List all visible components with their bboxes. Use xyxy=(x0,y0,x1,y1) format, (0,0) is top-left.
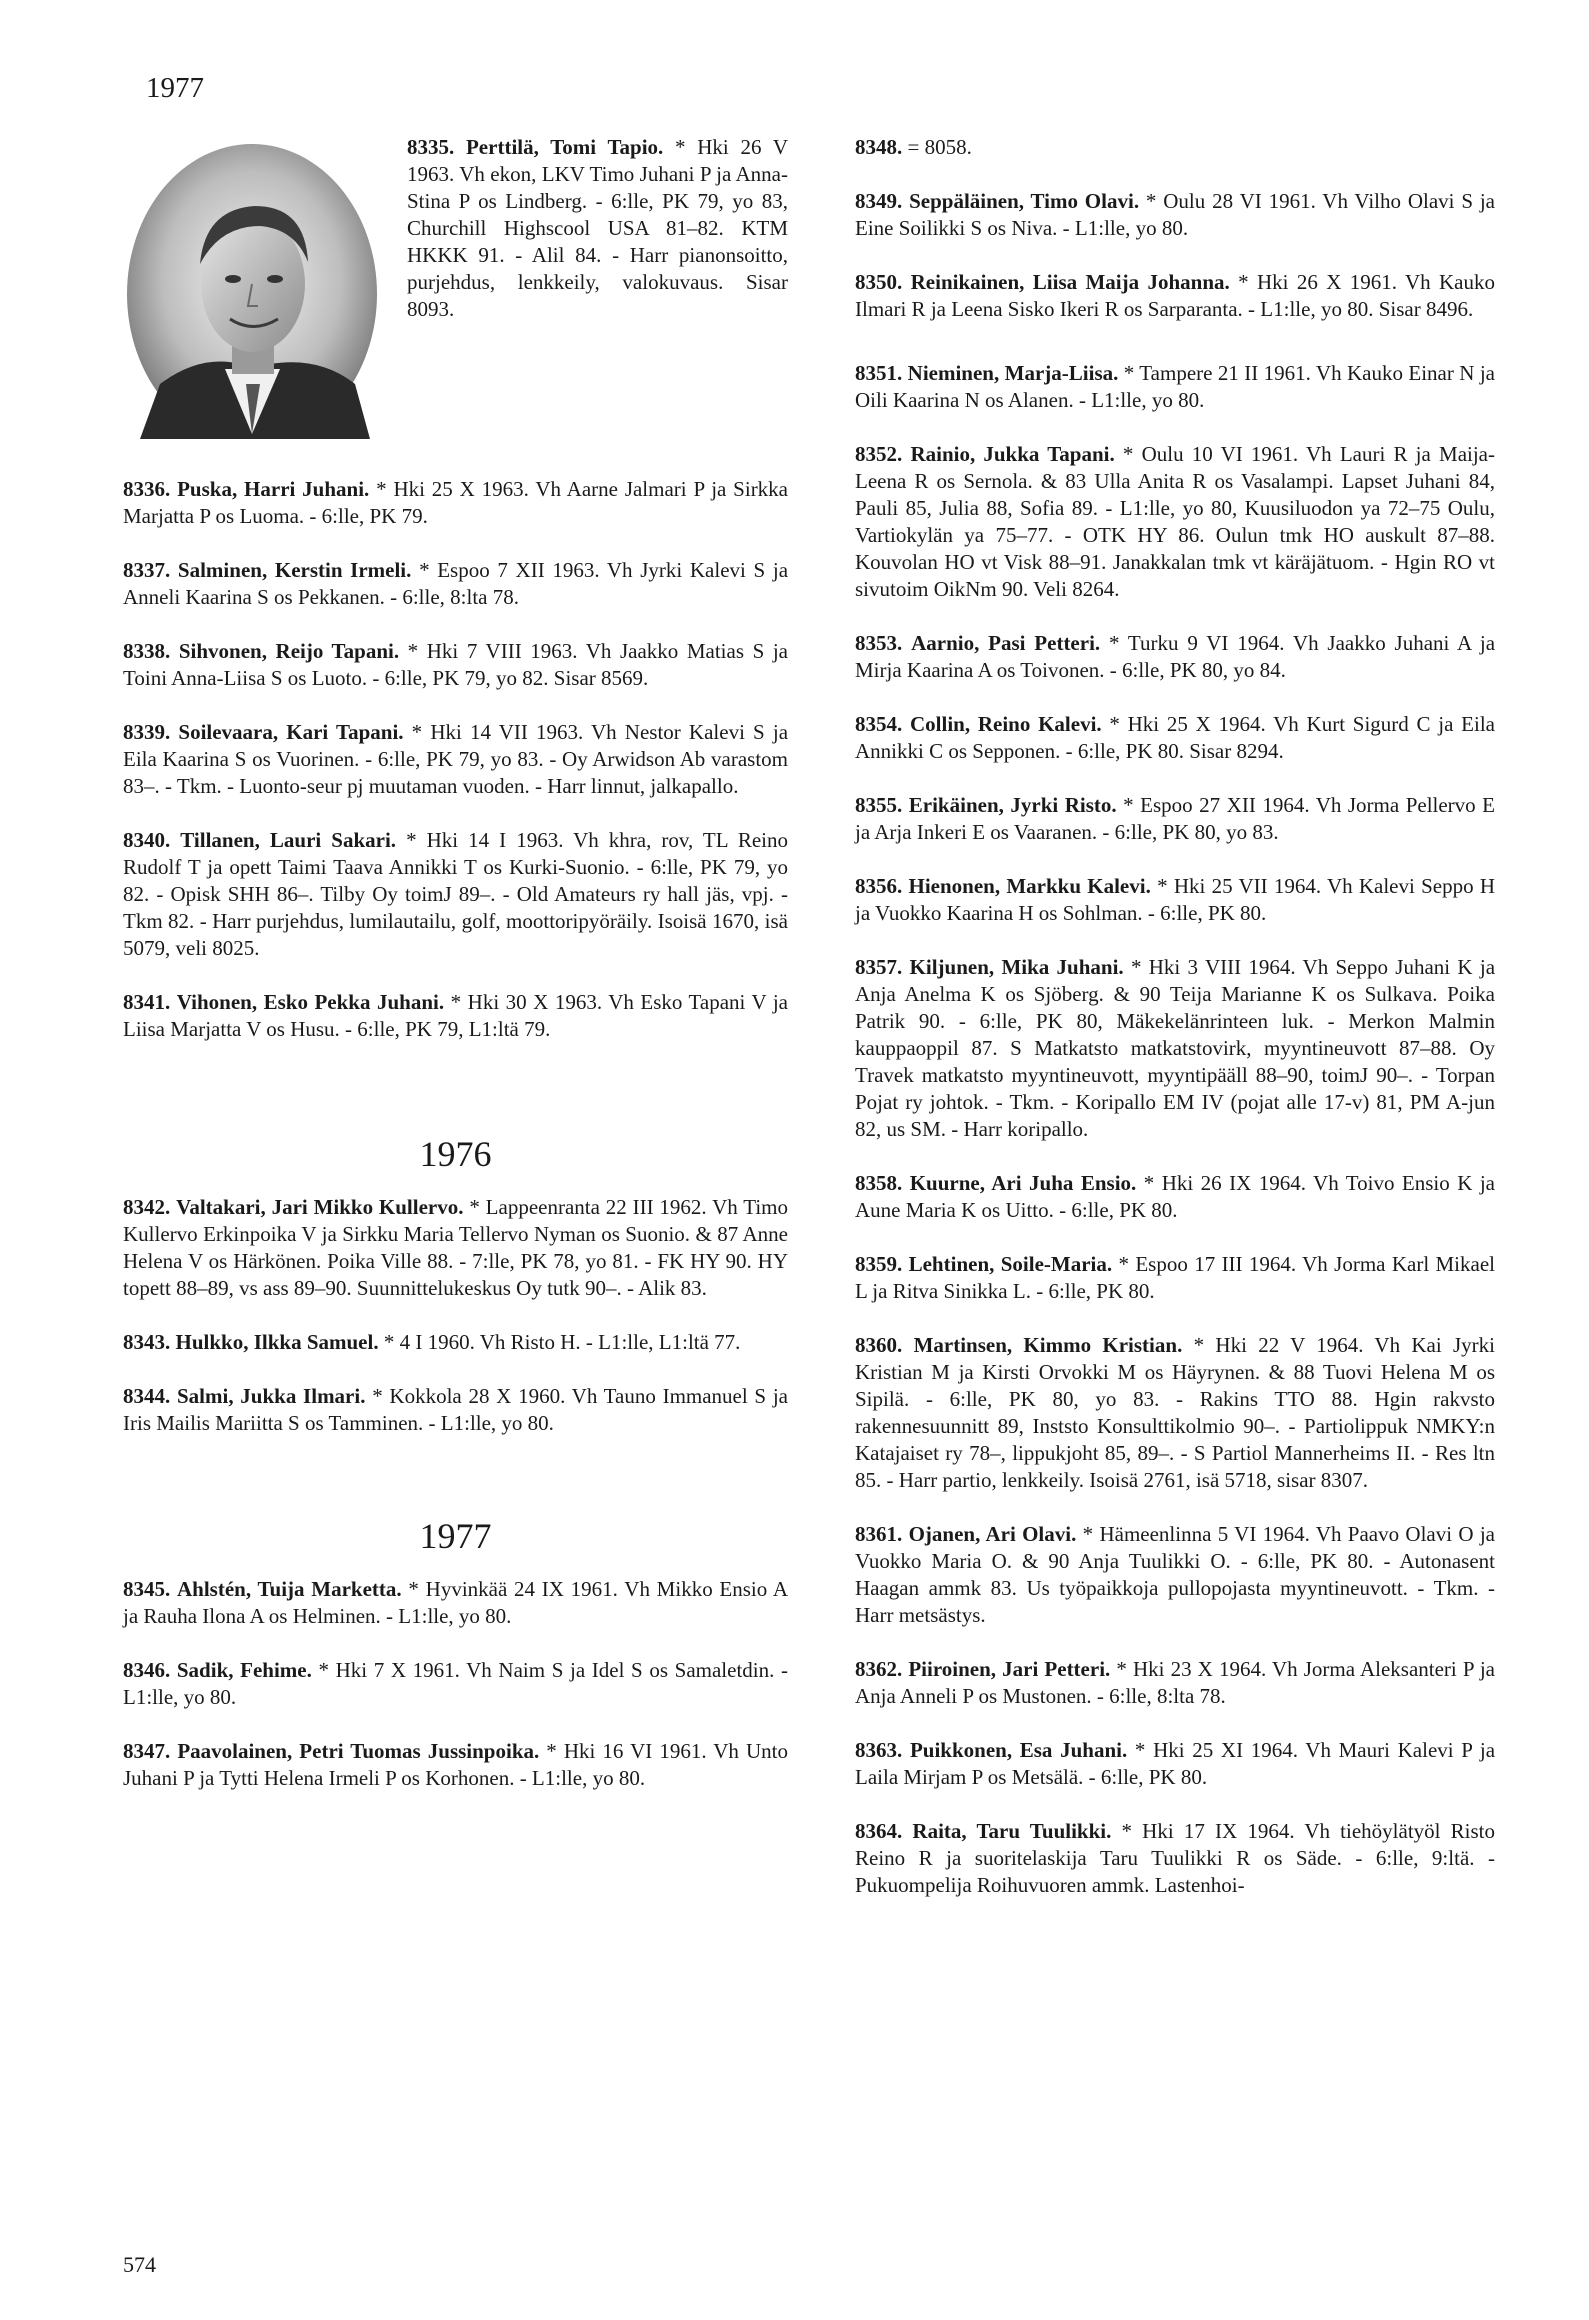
entry-text: * Hki 14 VII 1963. Vh Nestor Kalevi S ja Eila Kaarina S os Vuorinen. - 6:lle, PK 79, yo 83. - Oy Arwidson Ab varastom 83–. - Tkm. - Luonto-seur pj muutaman vuoden. - Harr linnut, jalkapallo. xyxy=(123,720,789,798)
entry-text: * Tampere 21 II 1961. Vh Kauko Einar N ja Oili Kaarina N os Alanen. - L1:lle, yo 80. xyxy=(855,361,1496,412)
entry-8359 xyxy=(855,1251,1495,1305)
entry-number: 8335. xyxy=(407,135,455,159)
entry-8338 xyxy=(123,638,788,692)
page-number: 574 xyxy=(123,2252,156,2277)
entry-8354 xyxy=(855,711,1495,765)
entry-8337 xyxy=(123,557,788,611)
entry-name: Aarnio, Pasi Petteri. xyxy=(911,631,1101,655)
entry-number: 8344. xyxy=(123,1384,171,1408)
entry-8353 xyxy=(855,630,1495,684)
entry-8336 xyxy=(123,476,788,530)
entry-name: Paavolainen, Petri Tuomas Jussinpoika. xyxy=(177,1739,540,1763)
entry-name: Hulkko, Ilkka Samuel. xyxy=(175,1330,379,1354)
entry-number: 8337. xyxy=(123,558,171,582)
entry-number: 8360. xyxy=(855,1333,903,1357)
entry-number: 8354. xyxy=(855,712,903,736)
entry-number: 8343. xyxy=(123,1330,171,1354)
entry-name: Rainio, Jukka Tapani. xyxy=(910,442,1115,466)
entry-number: 8349. xyxy=(855,189,903,213)
entry-number: 8357. xyxy=(855,955,903,979)
portrait-photo xyxy=(120,134,385,439)
entry-name: Kiljunen, Mika Juhani. xyxy=(909,955,1124,979)
entry-name: Perttilä, Tomi Tapio. xyxy=(465,135,664,159)
entry-8360 xyxy=(855,1332,1495,1494)
entry-text: * Hki 25 VII 1964. Vh Kalevi Seppo H ja Vuokko Kaarina H os Sohlman. - 6:lle, PK 80. xyxy=(855,874,1495,925)
entry-name: Puska, Harri Juhani. xyxy=(177,477,370,501)
entry-8364 xyxy=(855,1818,1495,1899)
entry-8363 xyxy=(855,1737,1495,1791)
entry-number: 8339. xyxy=(123,720,171,744)
entry-number: 8347. xyxy=(123,1739,171,1763)
entry-text: * Hki 25 X 1964. Vh Kurt Sigurd C ja Eila Annikki C os Sepponen. - 6:lle, PK 80. Sisar 8294. xyxy=(855,712,1495,763)
entry-text: * Hki 22 V 1964. Vh Kai Jyrki Kristian M ja Kirsti Orvokki M os Häyrynen. & 88 Tuovi Helena M os Sipilä. - 6:lle, PK 80, yo 83. - Rakins TTO 88. Hgin rakvsto rakennesuunnitt 89, Inststo Konsulttikolmio 90–. - Partiolippuk NMKY:n Katajaiset ry 78–, lippukjoht 85, 89–. - S Partiol Mannerheims II. - Res ltn 85. - Harr partio, lenkkeily. Isoisä 2761, isä 5718, sisar 8307. xyxy=(855,1333,1496,1492)
section-heading-1977: 1977 xyxy=(419,1516,492,1556)
entry-name: Tillanen, Lauri Sakari. xyxy=(180,828,397,852)
entry-name: Soilevaara, Kari Tapani. xyxy=(178,720,404,744)
entry-name: Nieminen, Marja-Liisa. xyxy=(907,361,1119,385)
entry-number: 8361. xyxy=(855,1522,903,1546)
entry-name: Kuurne, Ari Juha Ensio. xyxy=(909,1171,1137,1195)
entry-text: * Hki 7 X 1961. Vh Naim S ja Idel S os Samaletdin. - L1:lle, yo 80. xyxy=(123,1658,788,1709)
entry-number: 8355. xyxy=(855,793,903,817)
entry-number: 8336. xyxy=(123,477,171,501)
entry-8350 xyxy=(855,269,1495,323)
entry-8361 xyxy=(855,1521,1495,1629)
right-column xyxy=(855,134,1495,1926)
entry-text: * Hki 26 X 1961. Vh Kauko Ilmari R ja Leena Sisko Ikeri R os Sarparanta. - L1:lle, yo 80. Sisar 8496. xyxy=(855,270,1496,321)
entry-number: 8340. xyxy=(123,828,171,852)
entry-number: 8358. xyxy=(855,1171,903,1195)
entry-number: 8350. xyxy=(855,270,903,294)
entry-text: * Hki 23 X 1964. Vh Jorma Aleksanteri P ja Anja Anneli P os Mustonen. - 6:lle, 8:lta 78. xyxy=(855,1657,1496,1708)
entry-8348 xyxy=(855,134,1495,161)
entry-name: Collin, Reino Kalevi. xyxy=(910,712,1102,736)
entry-text: * Oulu 28 VI 1961. Vh Vilho Olavi S ja Eine Soilikki S os Niva. - L1:lle, yo 80. xyxy=(855,189,1496,240)
entry-number: 8351. xyxy=(855,361,903,385)
entry-name: Ahlstén, Tuija Marketta. xyxy=(177,1577,402,1601)
entry-name: Ojanen, Ari Olavi. xyxy=(908,1522,1077,1546)
entry-name: Piiroinen, Jari Petteri. xyxy=(908,1657,1111,1681)
entry-text: * Hki 3 VIII 1964. Vh Seppo Juhani K ja Anja Anelma K os Sjöberg. & 90 Teija Marianne K os Sulkava. Poika Patrik 90. - 6:lle, PK 80, Mäkekelänrinteen luk. - Merkon Malmin kauppaoppil 87. S Matkatsto matkatstovirk, myyntineuvott 87–88. Oy Travek matkatsto myyntineuvott, myyntipääll 88–90, toimJ 90–. - Torpan Pojat ry johtok. - Tkm. - Koripallo EM IV (pojat alle 17-v) 81, PM A-jun 82, us SM. - Harr koripallo. xyxy=(855,955,1496,1141)
entry-8344 xyxy=(123,1383,788,1437)
entry-name: Seppäläinen, Timo Olavi. xyxy=(909,189,1140,213)
entry-text: * Hki 16 VI 1961. Vh Unto Juhani P ja Tytti Helena Irmeli P os Korhonen. - L1:lle, yo 80. xyxy=(123,1739,788,1790)
entry-8357 xyxy=(855,954,1495,1143)
entry-number: 8364. xyxy=(855,1819,903,1843)
entry-name: Puikkonen, Esa Juhani. xyxy=(909,1738,1128,1762)
entry-text: * Oulu 10 VI 1961. Vh Lauri R ja Maija-Leena R os Sernola. & 83 Ulla Anita R os Vasalampi. Lapset Juhani 84, Pauli 85, Julia 88, Sofia 89. - L1:lle, yo 80, Kuusiluodon ya 72–75 Oulu, Vartiokylän ya 75–77. - OTK HY 86. Oulun tmk HO auskult 87–88. Kouvolan HO vt Visk 88–91. Janakkalan tmk vt käräjätuom. - Hgin RO vt sivutoim OikNm 90. Veli 8264. xyxy=(855,442,1495,601)
entry-text: * Lappeenranta 22 III 1962. Vh Timo Kullervo Erkinpoika V ja Sirkku Maria Tellervo Nyman os Suonio. & 87 Anne Helena V os Härkönen. Poika Ville 88. - 7:lle, PK 78, yo 81. - FK HY 90. HY topett 88–89, vs ass 89–90. Suunnittelukeskus Oy tutk 90–. - Alik 83. xyxy=(123,1195,789,1300)
entry-text: * Espoo 17 III 1964. Vh Jorma Karl Mikael L ja Ritva Sinikka L. - 6:lle, PK 80. xyxy=(855,1252,1495,1303)
entry-8347 xyxy=(123,1738,788,1792)
entry-text: * Hki 30 X 1963. Vh Esko Tapani V ja Liisa Marjatta V os Husu. - 6:lle, PK 79, L1:ltä 79. xyxy=(123,990,788,1041)
entry-name: Hienonen, Markku Kalevi. xyxy=(908,874,1151,898)
portrait-image xyxy=(120,134,385,439)
entry-number: 8356. xyxy=(855,874,903,898)
entry-text: * Espoo 27 XII 1964. Vh Jorma Pellervo E ja Arja Inkeri E os Vaaranen. - 6:lle, PK 80, yo 83. xyxy=(855,793,1496,844)
entry-text: * Kokkola 28 X 1960. Vh Tauno Immanuel S ja Iris Mailis Mariitta S os Tamminen. - L1:lle, yo 80. xyxy=(123,1384,788,1435)
entry-8356 xyxy=(855,873,1495,927)
entry-8351 xyxy=(855,360,1495,414)
entry-name: Sihvonen, Reijo Tapani. xyxy=(178,639,400,663)
entry-text: * Hki 26 IX 1964. Vh Toivo Ensio K ja Aune Maria K os Uitto. - 6:lle, PK 80. xyxy=(855,1171,1495,1222)
entry-name: Raita, Taru Tuulikki. xyxy=(912,1819,1112,1843)
entry-number: 8359. xyxy=(855,1252,903,1276)
entry-8362 xyxy=(855,1656,1495,1710)
section-heading-1976: 1976 xyxy=(419,1134,492,1174)
entry-name: Salmi, Jukka Ilmari. xyxy=(176,1384,366,1408)
entry-8341 xyxy=(123,989,788,1043)
entry-8346 xyxy=(123,1657,788,1711)
entry-text: * Hki 25 XI 1964. Vh Mauri Kalevi P ja Laila Mirjam P os Metsälä. - 6:lle, PK 80. xyxy=(855,1738,1496,1789)
entry-8339 xyxy=(123,719,788,800)
entry-text: * Hyvinkää 24 IX 1961. Vh Mikko Ensio A ja Rauha Ilona A os Helminen. - L1:lle, yo 80. xyxy=(123,1577,789,1628)
entry-name: Vihonen, Esko Pekka Juhani. xyxy=(176,990,445,1014)
entry-number: 8362. xyxy=(855,1657,903,1681)
entry-8343 xyxy=(123,1329,788,1356)
entry-text: * Espoo 7 XII 1963. Vh Jyrki Kalevi S ja Anneli Kaarina S os Pekkanen. - 6:lle, 8:lta 78. xyxy=(123,558,789,609)
entry-name: Martinsen, Kimmo Kristian. xyxy=(913,1333,1183,1357)
entry-name: Sadik, Fehime. xyxy=(176,1658,312,1682)
entry-number: 8342. xyxy=(123,1195,171,1219)
entry-text: * Turku 9 VI 1964. Vh Jaakko Juhani A ja Mirja Kaarina A os Toivonen. - 6:lle, PK 80, yo 84. xyxy=(855,631,1496,682)
entry-text: * Hki 17 IX 1964. Vh tiehöylätyöl Risto Reino R ja suoritelaskija Taru Tuulikki R os Säde. - 6:lle, 9:ltä. - Pukuompelija Roihuvuoren ammk. Lastenhoi- xyxy=(855,1819,1496,1897)
entry-name: Reinikainen, Liisa Maija Johanna. xyxy=(910,270,1230,294)
left-column xyxy=(123,134,788,1819)
entry-8358 xyxy=(855,1170,1495,1224)
entry-8349 xyxy=(855,188,1495,242)
entry-text: * Hki 14 I 1963. Vh khra, rov, TL Reino Rudolf T ja opett Taimi Taava Annikki T os Kurki-Suonio. - 6:lle, PK 79, yo 82. - Opisk SHH 86–. Tilby Oy toimJ 89–. - Old Amateurs ry hall jäs, vpj. - Tkm 82. - Harr purjehdus, lumilautailu, golf, moottoripyöräily. Isoisä 1670, isä 5079, veli 8025. xyxy=(123,828,788,960)
entry-name: Valtakari, Jari Mikko Kullervo. xyxy=(176,1195,464,1219)
entry-text: * Hki 25 X 1963. Vh Aarne Jalmari P ja Sirkka Marjatta P os Luoma. - 6:lle, PK 79. xyxy=(123,477,789,528)
entry-text: * Hämeenlinna 5 VI 1964. Vh Paavo Olavi O ja Vuokko Maria O. & 90 Anja Tuulikki O. - 6:lle, PK 80. - Autonasent Haagan ammk 83. Us työpaikkoja pullopojasta myyntineuvott. - Tkm. - Harr metsästys. xyxy=(855,1522,1495,1627)
entry-number: 8346. xyxy=(123,1658,171,1682)
entry-text: * Hki 7 VIII 1963. Vh Jaakko Matias S ja Toini Anna-Liisa S os Luoto. - 6:lle, PK 79, yo 82. Sisar 8569. xyxy=(123,639,789,690)
running-header-year: 1977 xyxy=(146,72,204,104)
entry-number: 8363. xyxy=(855,1738,903,1762)
entry-name: Lehtinen, Soile-Maria. xyxy=(908,1252,1113,1276)
entry-number: 8348. xyxy=(855,135,903,159)
entry-number: 8341. xyxy=(123,990,171,1014)
entry-number: 8338. xyxy=(123,639,171,663)
entry-8340 xyxy=(123,827,788,962)
entry-name: Erikäinen, Jyrki Risto. xyxy=(908,793,1117,817)
entry-number: 8345. xyxy=(123,1577,171,1601)
entry-8345 xyxy=(123,1576,788,1630)
entry-8355 xyxy=(855,792,1495,846)
entry-number: 8353. xyxy=(855,631,903,655)
entry-number: 8352. xyxy=(855,442,903,466)
entry-8352 xyxy=(855,441,1495,603)
entry-name: Salminen, Kerstin Irmeli. xyxy=(177,558,412,582)
entry-text: * 4 I 1960. Vh Risto H. - L1:lle, L1:ltä 77. xyxy=(378,1330,741,1354)
entry-8342 xyxy=(123,1194,788,1302)
entry-text: = 8058. xyxy=(902,135,972,159)
entry-8335 xyxy=(123,134,788,449)
entry-text: * Hki 26 V 1963. Vh ekon, LKV Timo Juhani P ja Anna-Stina P os Lindberg. - 6:lle, PK 79, yo 83, Churchill Highscool USA 81–82. KTM HKKK 91. - Alil 84. - Harr pianonsoitto, purjehdus, lenkkeily, valokuvaus. Sisar 8093. xyxy=(407,135,789,321)
